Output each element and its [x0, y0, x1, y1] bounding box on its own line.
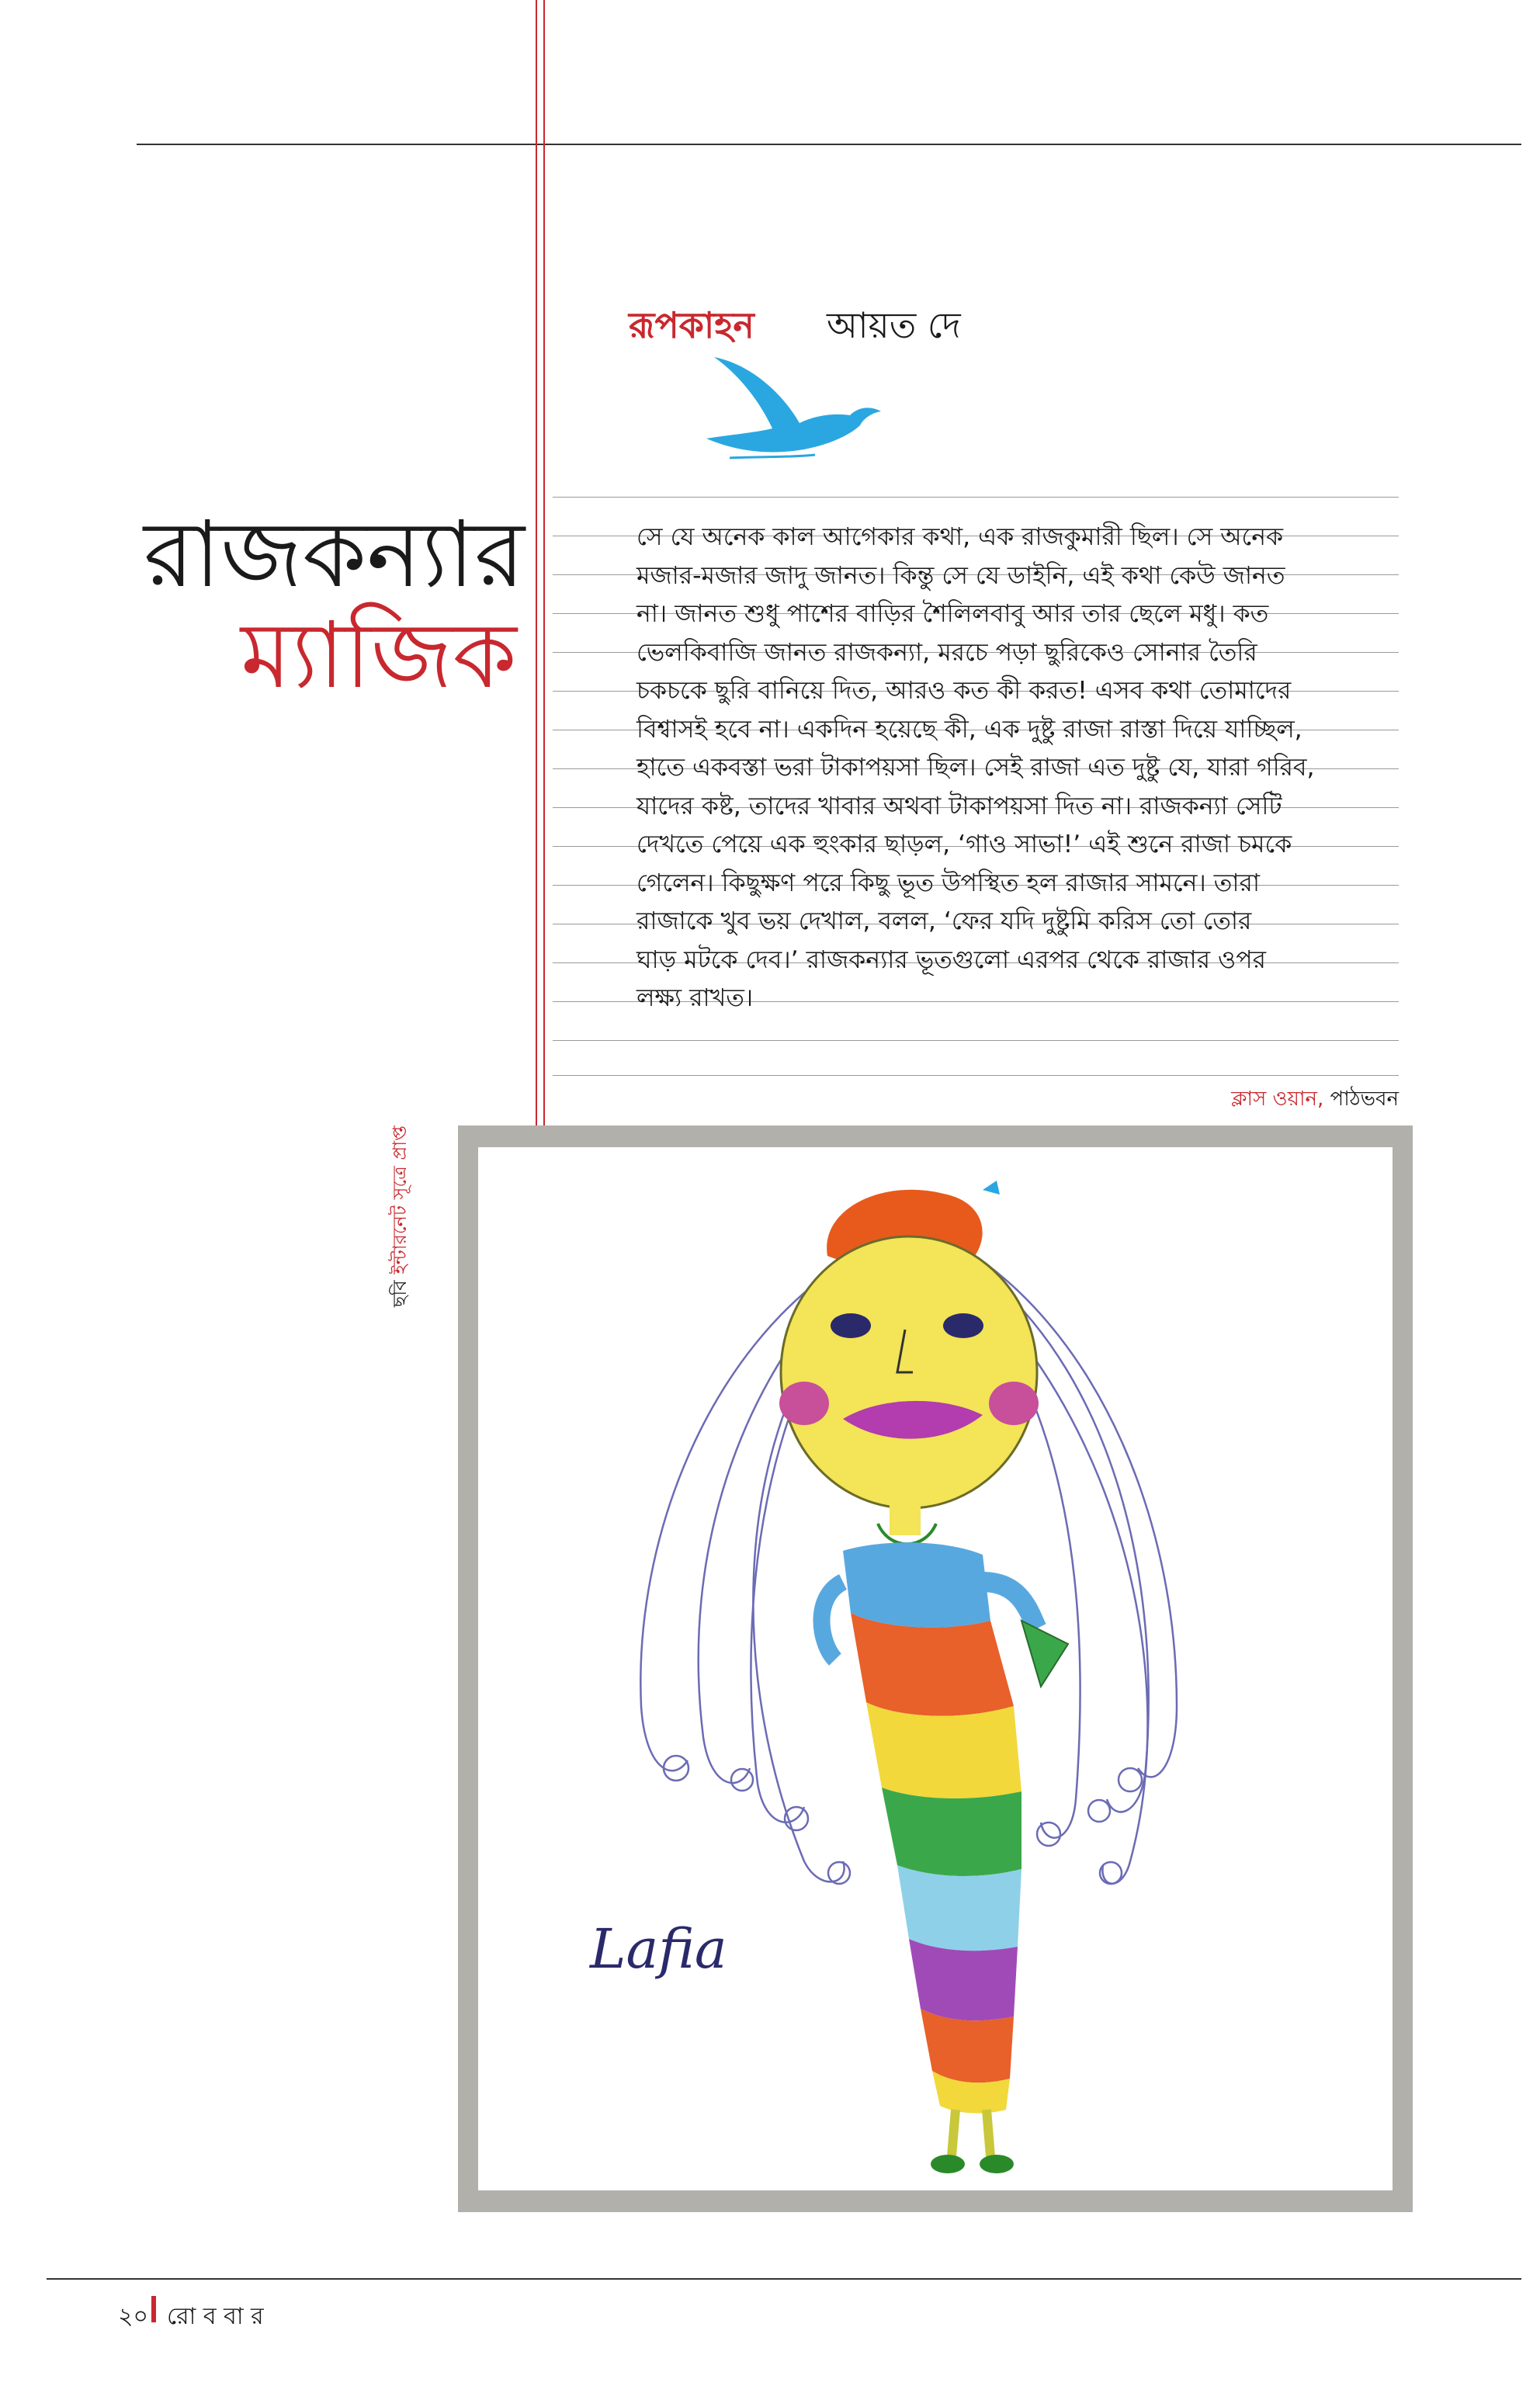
story-line: যাদের কষ্ট, তাদের খাবার অথবা টাকাপয়সা দিত না। রাজকন্যা সেটি	[636, 792, 1282, 820]
story-line: ভেলকিবাজি জানত রাজকন্যা, মরচে পড়া ছুরিকেও সোনার তৈরি	[636, 638, 1257, 667]
story-line: দেখতে পেয়ে এক হুংকার ছাড়ল, ‘গাও সাভা!’ এই শুনে রাজা চমকে	[636, 831, 1292, 858]
story-line: মজার-মজার জাদু জানত। কিন্তু সে যে ডাইনি, এই কথা কেউ জানত	[636, 561, 1285, 590]
author-name: আয়ত দে	[827, 304, 961, 346]
story-text	[636, 518, 1413, 1018]
byline-class: ক্লাস ওয়ান,	[1231, 1087, 1324, 1111]
byline-school: পাঠভবন	[1330, 1087, 1399, 1111]
image-credit	[384, 1125, 431, 1451]
credit-prefix: ছবি	[389, 1280, 411, 1307]
story-line: গেলেন। কিছুক্ষণ পরে কিছু ভূত উপস্থিত হল রাজার সামনে। তারা	[636, 869, 1260, 897]
story-line: লক্ষ্য রাখত।	[636, 984, 754, 1012]
ruled-line	[553, 497, 1399, 498]
ruled-line	[553, 1075, 1399, 1076]
child-drawing-princess	[478, 1147, 1393, 2190]
story-line: চকচকে ছুরি বানিয়ে দিত, আরও কত কী করত! এসব কথা তোমাদের	[636, 677, 1292, 705]
story-line: না। জানত শুধু পাশের বাড়ির শৈলিলবাবু আর তার ছেলে মধু। কত	[636, 600, 1269, 628]
story-line: রাজাকে খুব ভয় দেখাল, বলল, ‘ফের যদি দুষ্টুমি করিস তো তোর	[636, 907, 1252, 935]
ruled-line	[553, 1040, 1399, 1041]
section-label: রূপকাহন	[629, 304, 754, 346]
article-title-line-1: রাজকন্যার	[144, 501, 525, 608]
story-line: হাতে একবস্তা ভরা টাকাপয়সা ছিল। সেই রাজা এত দুষ্টু যে, যারা গরিব,	[636, 754, 1315, 782]
story-line: বিশ্বাসই হবে না। একদিন হয়েছে কী, এক দুষ্টু রাজা রাস্তা দিয়ে যাচ্ছিল,	[636, 715, 1302, 744]
magazine-name: রো ব বা র	[167, 2303, 264, 2330]
story-line: ঘাড় মটকে দেব।’ রাজকন্যার ভূতগুলো এরপর থেকে রাজার ওপর	[636, 945, 1266, 974]
article-title-line-2: ম্যাজিক	[241, 602, 517, 709]
margin-line-left	[536, 0, 537, 1137]
flying-bird-icon	[699, 342, 885, 466]
story-line: সে যে অনেক কাল আগেকার কথা, এক রাজকুমারী ছিল। সে অনেক	[636, 523, 1284, 551]
artist-signature: Lafia	[590, 1917, 727, 1981]
credit-text: ইন্টারনেট সূত্রে প্রাপ্ত	[389, 1125, 411, 1275]
margin-line-right	[543, 0, 545, 1137]
bottom-rule	[47, 2278, 1521, 2280]
page-number: ২০	[118, 2303, 149, 2330]
top-rule	[137, 144, 1521, 145]
byline	[1231, 1083, 1399, 1117]
footer-separator	[151, 2296, 156, 2322]
